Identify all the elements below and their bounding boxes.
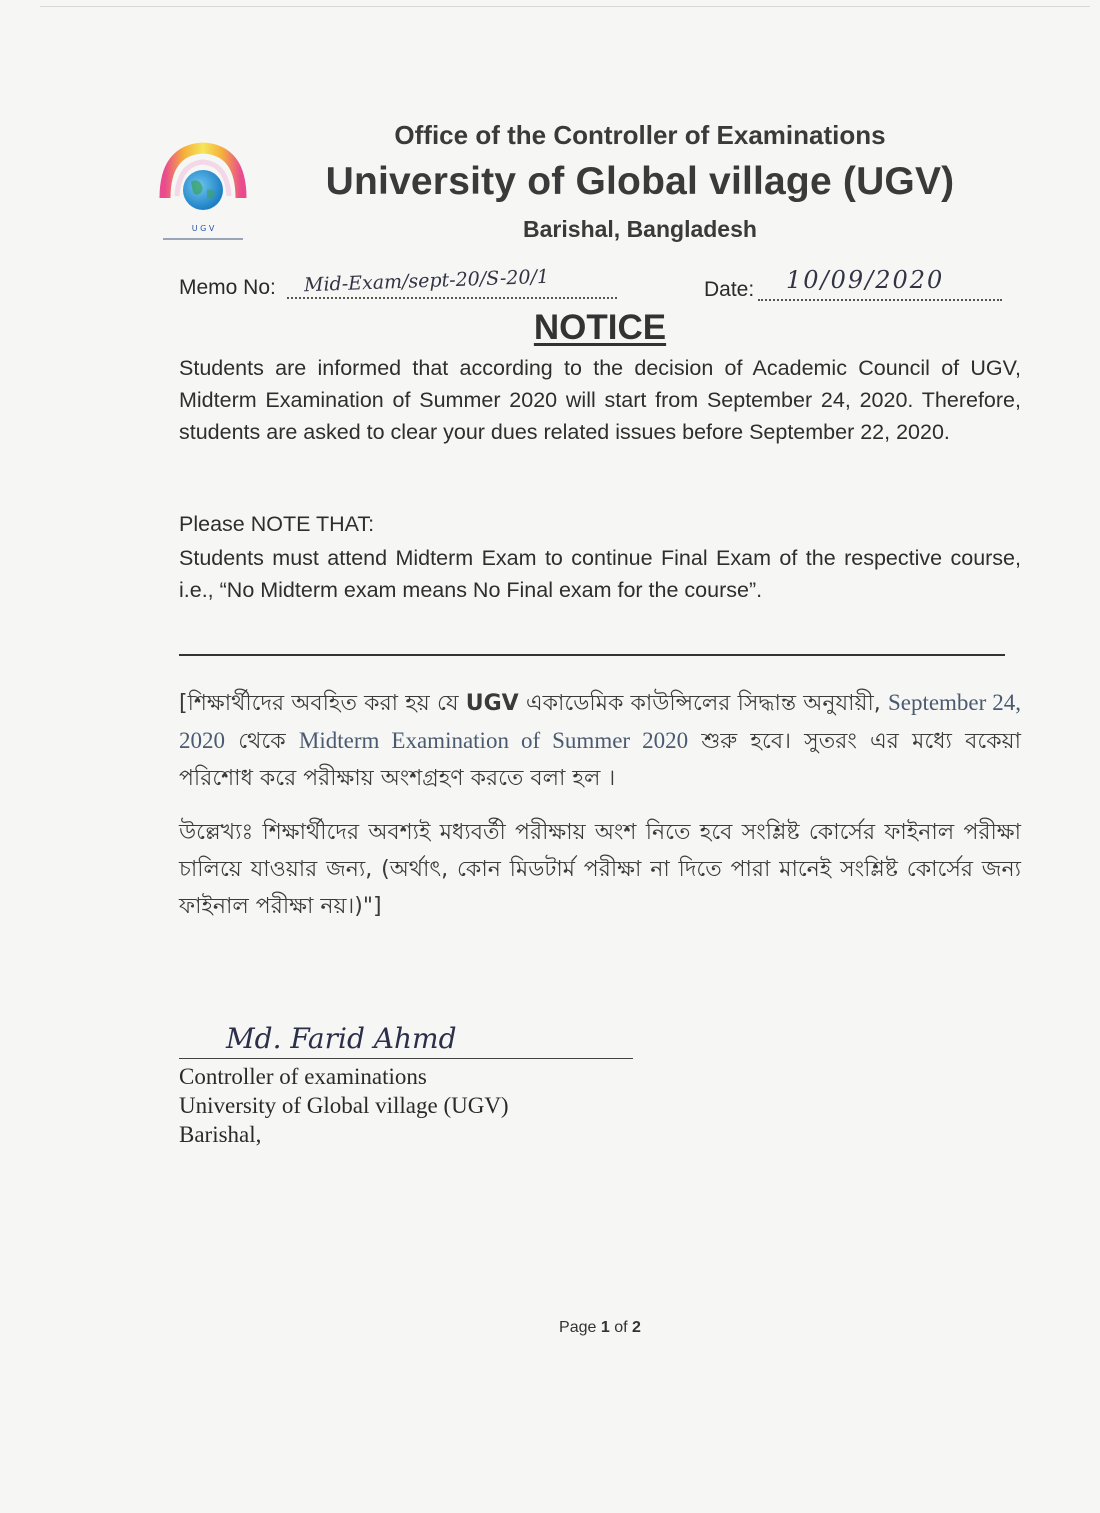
bengali-date: September 24, 2020: [179, 690, 1021, 753]
scan-edge-line: [40, 6, 1090, 7]
signature-line: [179, 1058, 633, 1059]
bengali-text: একাডেমিক কাউন্সিলের সিদ্ধান্ত অনুযায়ী,: [518, 691, 888, 716]
university-location: Barishal, Bangladesh: [523, 216, 757, 242]
office-title: Office of the Controller of Examinations: [394, 120, 886, 150]
handwritten-signature: [222, 1012, 462, 1062]
signatory-institution: University of Global village (UGV): [179, 1093, 509, 1118]
bengali-text: [শিক্ষার্থীদের অবহিত করা হয় যে: [179, 691, 466, 716]
page-of: of: [614, 1319, 628, 1336]
section-divider: [179, 654, 1005, 656]
date-value: 10/09/2020: [786, 266, 945, 294]
signatory-location: Barishal,: [179, 1122, 262, 1147]
date-dotted-line: [758, 299, 1002, 301]
bengali-text: থেকে: [225, 729, 299, 754]
date-label: Date:: [704, 278, 755, 301]
signature-script: Md. Farid Ahmd: [226, 1022, 457, 1055]
ugv-logo-icon: [157, 138, 249, 246]
memo-dotted-line: [287, 297, 617, 299]
bengali-note-paragraph: উল্লেখ্যঃ শিক্ষার্থীদের অবশ্যই মধ্যবর্তী পরীক্ষায় অংশ নিতে হবে সংশ্লিষ্ট কোর্সের ফাইনাল পরীক্ষা চালিয়ে যাওয়ার জন্য, (অর্থাৎ, কোন মিডটার্ম পরীক্ষা না দিতে পারা মানেই সংশ্লিষ্ট কোর্সের জন্য ফাইনাল পরীক্ষা নয়।)"]: [179, 820, 1021, 919]
bengali-exam-name: Midterm Examination of Summer 2020: [298, 728, 689, 753]
memo-label: Memo No:: [179, 276, 276, 299]
bengali-text: শুরু হবে। সুতরং এর মধ্যে বকেয়া পরিশোধ করে পরীক্ষায় অংশগ্রহণ করতে বলা হল ।: [179, 729, 1021, 791]
notice-paragraph: Students are informed that according to the decision of Academic Council of UGV, Midterm Examination of Summer 2020 will start from September 24, 2020. Therefore, students are asked to clear your dues related issues before September 22, 2020.: [179, 356, 1021, 444]
page-total: 2: [632, 1319, 641, 1336]
page-number: [500, 1319, 700, 1337]
notice-title: NOTICE: [533, 308, 667, 347]
bengali-notice-paragraph: [179, 684, 1021, 797]
signatory-title: Controller of examinations: [179, 1064, 427, 1089]
note-heading: Please NOTE THAT:: [179, 512, 375, 536]
memo-number: Mid-Exam/sept-20/S-20/1: [303, 265, 550, 297]
page-word: Page: [559, 1319, 597, 1336]
logo-letters: U G V: [191, 224, 215, 233]
page-current: 1: [600, 1319, 610, 1336]
university-name: University of Global village (UGV): [325, 160, 955, 203]
bengali-ugv: UGV: [465, 691, 519, 716]
note-text: Students must attend Midterm Exam to continue Final Exam of the respective course, i.e., “No Midterm exam means No Final exam for the course”.: [179, 546, 1021, 602]
